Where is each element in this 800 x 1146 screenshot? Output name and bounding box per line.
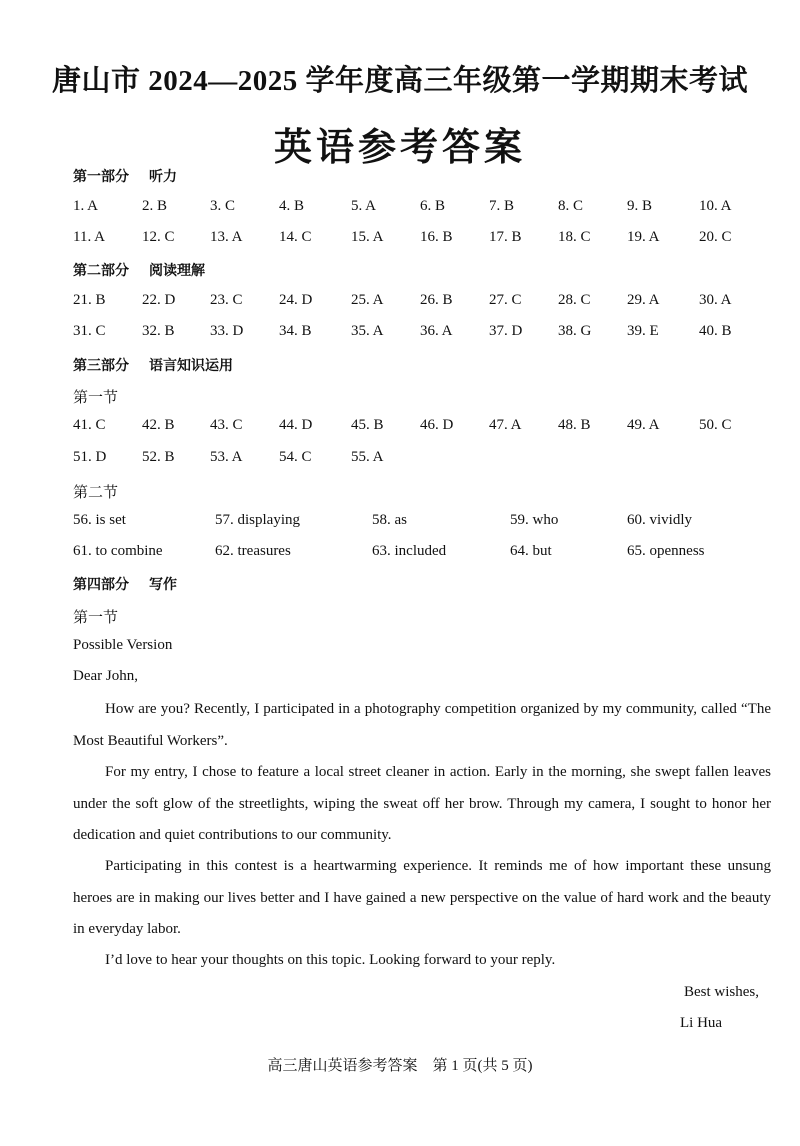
answer-59: 59. who	[510, 512, 559, 528]
answer-62: 62. treasures	[215, 543, 291, 559]
answer-6: 6. B	[420, 198, 446, 214]
exam-title: 唐山市 2024—2025 学年度高三年级第一学期期末考试	[51, 65, 748, 97]
answer-26: 26. B	[420, 292, 453, 308]
answer-46: 46. D	[420, 417, 454, 433]
part1-name: 听力	[149, 169, 177, 185]
answer-5: 5. A	[351, 198, 377, 214]
answer-55: 55. A	[351, 449, 384, 465]
page-footer: 高三唐山英语参考答案 第 1 页(共 5 页)	[267, 1058, 533, 1074]
answer-31: 31. C	[73, 323, 106, 339]
part4-name: 写作	[149, 577, 177, 593]
answer-51: 51. D	[73, 449, 107, 465]
answer-17: 17. B	[489, 229, 522, 245]
answer-29: 29. A	[627, 292, 660, 308]
version-label: Possible Version	[73, 637, 173, 653]
answer-35: 35. A	[351, 323, 384, 339]
answer-49: 49. A	[627, 417, 660, 433]
part2-heading	[73, 260, 205, 280]
part4-section1-label: 第一节	[73, 610, 119, 626]
part1-heading	[73, 166, 177, 186]
answer-32: 32. B	[142, 323, 175, 339]
answer-60: 60. vividly	[627, 512, 693, 528]
part1-label: 第一部分	[73, 169, 129, 185]
answer-15: 15. A	[351, 229, 384, 245]
answer-2: 2. B	[142, 198, 168, 214]
answer-19: 19. A	[627, 229, 660, 245]
answer-9: 9. B	[627, 198, 653, 214]
letter-paragraph: For my entry, I chose to feature a local street cleaner in action. Early in the morning, she swept fallen leaves under the soft glow of the streetlights, wiping the sweat off her brow. Through my camera, I sought to honor her dedication and quiet contributions to our community.	[73, 764, 771, 843]
answer-43: 43. C	[210, 417, 243, 433]
answer-23: 23. C	[210, 292, 243, 308]
answer-25: 25. A	[351, 292, 384, 308]
answer-58: 58. as	[372, 512, 407, 528]
answer-11: 11. A	[73, 229, 105, 245]
answer-36: 36. A	[420, 323, 453, 339]
answer-4: 4. B	[279, 198, 305, 214]
answer-40: 40. B	[699, 323, 732, 339]
letter-paragraph: Participating in this contest is a heartwarming experience. It reminds me of how important these unsung heroes are in making our lives better and I have gained a new perspective on the value of hard work and the beauty in everyday labor.	[73, 858, 771, 937]
part2-name: 阅读理解	[149, 263, 205, 279]
answer-37: 37. D	[489, 323, 523, 339]
answer-54: 54. C	[279, 449, 312, 465]
answer-24: 24. D	[279, 292, 313, 308]
answer-47: 47. A	[489, 417, 522, 433]
answer-20: 20. C	[699, 229, 732, 245]
part3-name: 语言知识运用	[149, 358, 233, 374]
letter-paragraph: How are you? Recently, I participated in a photography competition organized by my community, called “The Most Beautiful Workers”.	[73, 701, 771, 749]
answer-41: 41. C	[73, 417, 106, 433]
answer-57: 57. displaying	[215, 512, 300, 528]
letter-closing: Best wishes,	[684, 984, 759, 1000]
part3-section1-label: 第一节	[73, 390, 119, 406]
answer-10: 10. A	[699, 198, 732, 214]
part4-label: 第四部分	[73, 577, 129, 593]
answer-21: 21. B	[73, 292, 106, 308]
answer-38: 38. G	[558, 323, 592, 339]
answer-42: 42. B	[142, 417, 175, 433]
answer-14: 14. C	[279, 229, 312, 245]
answer-52: 52. B	[142, 449, 175, 465]
answer-13: 13. A	[210, 229, 243, 245]
answer-56: 56. is set	[73, 512, 126, 528]
part4-heading	[73, 574, 177, 594]
answer-48: 48. B	[558, 417, 591, 433]
answer-39: 39. E	[627, 323, 659, 339]
answer-63: 63. included	[372, 543, 447, 559]
answer-18: 18. C	[558, 229, 591, 245]
answer-50: 50. C	[699, 417, 732, 433]
answer-33: 33. D	[210, 323, 244, 339]
answer-44: 44. D	[279, 417, 313, 433]
answer-64: 64. but	[510, 543, 552, 559]
answer-12: 12. C	[142, 229, 175, 245]
part3-heading	[73, 355, 233, 375]
answer-61: 61. to combine	[73, 543, 163, 559]
letter-paragraph: I’d love to hear your thoughts on this topic. Looking forward to your reply.	[105, 952, 556, 968]
answer-16: 16. B	[420, 229, 453, 245]
answer-30: 30. A	[699, 292, 732, 308]
answer-8: 8. C	[558, 198, 584, 214]
answer-53: 53. A	[210, 449, 243, 465]
part3-section2-label: 第二节	[73, 485, 119, 501]
part2-label: 第二部分	[73, 263, 129, 279]
answer-34: 34. B	[279, 323, 312, 339]
answer-3: 3. C	[210, 198, 236, 214]
document-title: 英语参考答案	[273, 127, 526, 169]
part3-label: 第三部分	[73, 358, 129, 374]
answer-1: 1. A	[73, 198, 99, 214]
answer-22: 22. D	[142, 292, 176, 308]
answer-7: 7. B	[489, 198, 515, 214]
answer-27: 27. C	[489, 292, 522, 308]
answer-28: 28. C	[558, 292, 591, 308]
letter-signature: Li Hua	[680, 1015, 723, 1031]
answer-45: 45. B	[351, 417, 384, 433]
letter-greeting: Dear John,	[73, 668, 138, 684]
answer-65: 65. openness	[627, 543, 705, 559]
